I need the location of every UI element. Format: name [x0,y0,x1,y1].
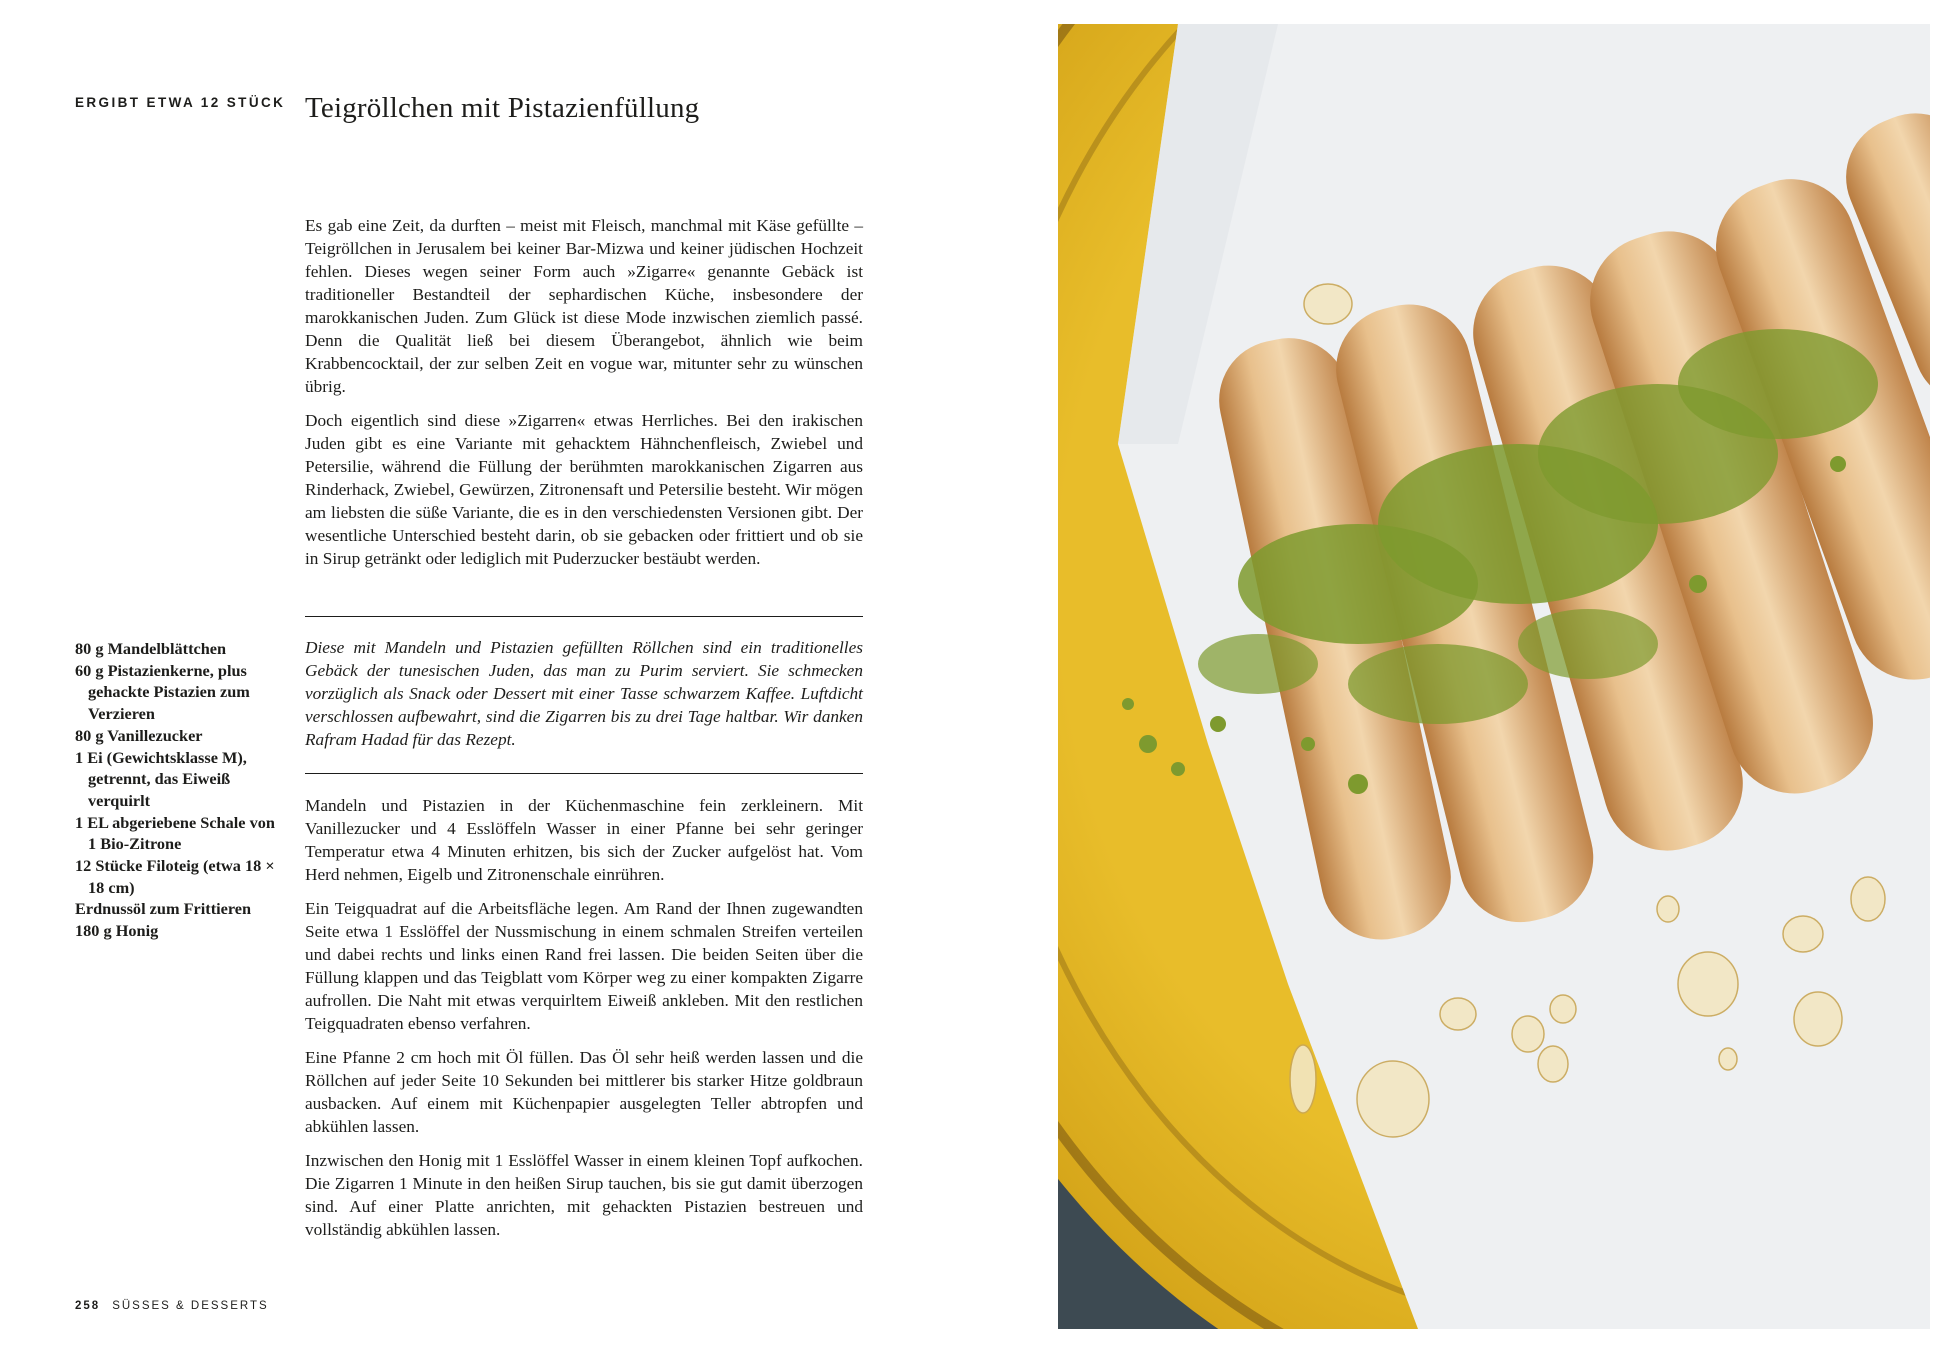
intro-paragraph: Es gab eine Zeit, da durften – meist mit Fleisch, manchmal mit Käse gefüllte – Teigröllchen in Jerusalem bei keiner Bar-Mizwa und keiner jüdischen Hochzeit fehlen. Dieses wegen seiner Form auch »Zigarre« genannte Gebäck ist traditioneller Bestandteil der sephardischen Küche, insbesondere der marokkanischen Juden. Zum Glück ist diese Mode inzwischen ziemlich passé. Denn die Qualität ließ bei diesem Überangebot, ähnlich wie beim Krabbencocktail, der zur selben Zeit en vogue war, mitunter sehr zu wünschen übrig. [305,216,863,396]
note-text: Diese mit Mandeln und Pistazien gefüllten Röllchen sind ein traditionelles Gebäck der tunesischen Juden, das man zu Purim serviert. Sie schmecken vorzüglich als Snack oder Dessert mit einer Tasse schwarzem Kaffee. Luftdicht verschlossen aufbewahrt, sind die Zigarren bis zu drei Tage haltbar. Wir danken Rafram Hadad für das Rezept. [305,638,863,749]
ingredient-item: 1 EL abgeriebene Schale von 1 Bio-Zitrone [75,812,275,854]
method-step: Ein Teigquadrat auf die Arbeitsfläche legen. Am Rand der Ihnen zugewandten Seite etwa 1 Esslöffel der Nussmischung in einem schmalen Streifen verteilen und dabei rechts und links einen Rand frei lassen. Die beiden Seiten über die Füllung klappen und das Teigblatt vom Körper weg zu einer kompakten Zigarre aufrollen. Die Naht mit etwas verquirltem Eiweiß ankleben. Mit den restlichen Teigquadraten ebenso verfahren. [305,899,863,1033]
ingredient-item: 60 g Pistazienkerne, plus gehackte Pistazien zum Verzieren [75,660,250,724]
divider [305,773,863,774]
ingredient-item: 80 g Vanillezucker [75,725,203,745]
page-footer [75,1300,269,1312]
ingredient-list [75,638,275,942]
method-step: Mandeln und Pistazien in der Küchenmaschine fein zerkleinern. Mit Vanillezucker und 4 Esslöffeln Wasser in einer Pfanne bei sehr geringer Temperatur etwa 4 Minuten erhitzen, bis sich der Zucker aufgelöst hat. Vom Herd nehmen, Eigelb und Zitronenschale einrühren. [305,796,863,884]
ingredient-item: 80 g Mandelblättchen [75,639,227,658]
ingredient-item: 1 Ei (Gewichtsklasse M), getrennt, das Eiweiß verquirlt [75,747,247,810]
method-step: Inzwischen den Honig mit 1 Esslöffel Wasser in einem kleinen Topf aufkochen. Die Zigarren 1 Minute in den heißen Sirup tauchen, bis sie gut damit überzogen sind. Auf einer Platte anrichten, mit gehackten Pistazien bestreuen und vollständig abkühlen lassen. [305,1151,863,1239]
page-number: 258 [75,1300,101,1312]
recipe-note [305,636,863,762]
intro-paragraph: Doch eigentlich sind diese »Zigarren« etwas Herrliches. Bei den irakischen Juden gibt es eine Variante mit gehacktem Hähnchenfleisch, Zwiebel und Petersilie, während die Füllung der berühmten marokkanischen Zigarren aus Rinderhack, Zwiebel, Gewürzen, Zitronensaft und Petersilie besteht. Wir mögen am liebsten die süße Variante, die es in den verschiedensten Versionen gibt. Der wesentliche Unterschied besteht darin, ob sie gebacken oder frittiert und ob sie in Sirup getränkt oder lediglich mit Puderzucker bestäubt werden. [305,411,863,568]
food-photo [1058,24,1930,1329]
recipe-yield: ERGIBT ETWA 12 STÜCK [75,95,286,110]
recipe-title: Teigröllchen mit Pistazienfüllung [305,92,700,124]
divider [305,616,863,617]
section-name: SÜSSES & DESSERTS [112,1300,269,1312]
food-photo-illustration [1058,24,1930,1329]
ingredient-item: Erdnussöl zum Frittieren [75,899,252,919]
ingredient-item: 12 Stücke Filoteig (etwa 18 × 18 cm) [75,856,275,897]
method-steps [305,794,863,1252]
intro-text [305,214,863,581]
ingredient-item: 180 g Honig [75,921,159,941]
method-step: Eine Pfanne 2 cm hoch mit Öl füllen. Das Öl sehr heiß werden lassen und die Röllchen auf jeder Seite 10 Sekunden bei mittlerer bis starker Hitze goldbraun ausbacken. Auf einem mit Küchenpapier ausgelegten Teller abtropfen und abkühlen lassen. [305,1048,863,1136]
